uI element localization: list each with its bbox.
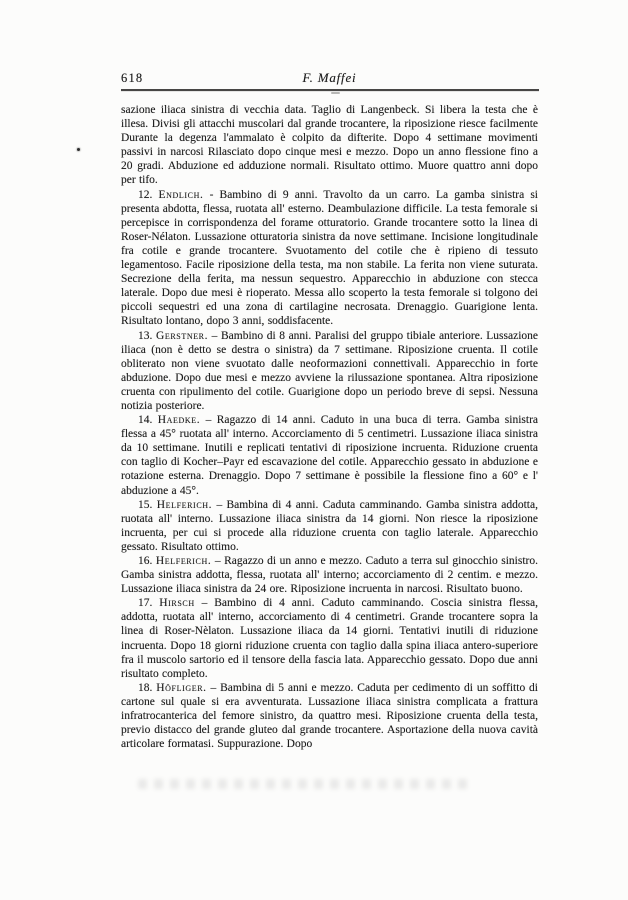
case-name: Höfliger.: [156, 681, 207, 694]
case-name: Hirsch: [159, 597, 195, 610]
case-name: Helferich.: [156, 498, 213, 511]
case-number: 15.: [138, 498, 153, 511]
paragraph-text: – Bambina di 5 anni e mezzo. Caduta per cedimento di un soffitto di cartone sul quale si era avventurata. Lussazione iliaca sinistra complicata a frattura infratrocanterica del femore sinistro, da quattro mesi. Riposizione cruenta della testa, previo distacco del grande gluteo dal grande trocantere. Asportazione della nuova cavità articolare formatasi. Suppurazione. Dopo: [121, 681, 539, 751]
case-number: 18.: [138, 681, 153, 694]
case-number: 17.: [138, 597, 153, 610]
case-number: 16.: [138, 555, 153, 567]
header-rule-tick: [331, 92, 340, 94]
scan-ink-speck: [77, 148, 80, 151]
case-paragraph-13: [121, 329, 538, 414]
paragraph-text: – Bambino di 8 anni. Paralisi del gruppo tibiale anteriore. Lussazione iliaca (non è detto se destra o sinistra) da 7 settimane. Riposizione cruenta. Il cotile obliterato non viene svuotato dalle neoformazioni connettivali. Apparecchio in forte abduzione. Dopo due mesi e mezzo avviene la rilussazione spontanea. Altra riposizione cruenta con ripulimento del cotile. Guarigione dopo un periodo breve di sepsi. Nessuna notizia posteriore.: [121, 329, 538, 412]
case-number: 13.: [138, 329, 153, 342]
page-number: 618: [121, 71, 144, 85]
case-paragraph-17: [121, 596, 538, 681]
case-paragraph-16: [121, 554, 538, 596]
case-name: Helferich.: [155, 555, 212, 567]
page-body: [121, 103, 538, 751]
case-paragraph-12: [121, 188, 538, 329]
paragraph-text: – Ragazzo di 14 anni. Caduto in una buca di terra. Gamba sinistra flessa a 45° ruotata all' interno. Accorciamento di 5 centimetri. Lussazione iliaca sinistra da 10 settimane. Inutili e replicati tentativi di riposizione incruenta. Riduzione cruenta con taglio di Kocher–Payr ed escavazione del cotile. Apparecchio gessato in abduzione e rotazione esterna. Drenaggio. Dopo 7 settimane è possibile la flessione fino a 60° e l' abduzione a 45°.: [121, 414, 539, 497]
case-name: Endlich.: [158, 188, 204, 201]
page-header: [121, 66, 538, 90]
case-name: Gerstner.: [155, 329, 209, 342]
paragraph-continuation: [121, 103, 538, 188]
paragraph-text: – Bambino di 4 anni. Caduto camminando. Coscia sinistra flessa, addotta, ruotata all' interno, accorciamento di 4 centimetri. Grande trocantere sopra la linea di Roser-Nèlaton. Lussazione iliaca da 14 giorni. Tentativi inutili di riduzione incruenta. Dopo 18 giorni riduzione cruenta con taglio dalla spina iliaca antero-superiore fra il muscolo sartorio ed il tensore della fascia lata. Apparecchio gessato. Dopo due anni risultato completo.: [121, 597, 538, 680]
running-head-author: F. Maffei: [302, 70, 357, 85]
header-rule: [121, 89, 539, 91]
case-name: Haedke.: [157, 414, 201, 427]
case-paragraph-15: [121, 498, 538, 554]
paragraph-text: sazione iliaca sinistra di vecchia data. Taglio di Langenbeck. Si libera la testa che è illesa. Divisi gli attacchi muscolari dal grande trocantere, la riposizione riesce facilmente Durante la degenza l'ammalato è colpito da difterite. Dopo 4 settimane movimenti passivi in narcosi Rilasciato dopo cinque mesi e mezzo. Dopo un anno flessione fino a 20 gradi. Abduzione ed adduzione normali. Risultato ottimo. Muore quattro anni dopo per tifo.: [121, 104, 538, 187]
case-paragraph-18: [121, 681, 538, 751]
case-number: 14.: [138, 414, 153, 427]
paragraph-text: – Bambina di 4 anni. Caduta camminando. Gamba sinistra addotta, ruotata all' interno. Lussazione iliaca sinistra da 14 giorni. Non riesce la riposizione incruenta, per cui si procede alla riduzione cruenta con taglio laterale. Apparecchio gessato. Risultato ottimo.: [121, 498, 538, 553]
paragraph-text: - Bambino di 9 anni. Travolto da un carro. La gamba sinistra si presenta abdotta, flessa, ruotata all' esterno. Deambulazione difficile. La testa femorale si percepisce in corrispondenza del forame otturatorio. Grande trocantere sotto la linea di Roser-Nélaton. Lussazione otturatoria sinistra da nove settimane. Incisione longitudinale fra cotile e grande trocantere. Svuotamento del cotile che è ripieno di tessuto legamentoso. Facile riposizione della testa, ma non stabile. La ferita non viene suturata. Secrezione della ferita, ma nessun sequestro. Apparecchio in abduzione con stecca laterale. Dopo due mesi è rioperato. Messa allo scoperto la testa femorale si tolgono dei piccoli sequestri ed una zona di cartilagine necrosata. Drenaggio. Guarigione lenta. Risultato lontano, dopo 3 anni, soddisfacente.: [121, 188, 539, 328]
case-number: 12.: [138, 188, 153, 201]
paragraph-text: – Ragazzo di un anno e mezzo. Caduto a terra sul ginocchio sinistro. Gamba sinistra addotta, flessa, ruotata all' interno; accorciamento di 2 centim. e mezzo. Lussazione iliaca sinistra da 24 ore. Riposizione incruenta in narcosi. Risultato buono.: [121, 555, 538, 596]
page-showthrough-smudge: [138, 779, 473, 789]
case-paragraph-14: [121, 413, 538, 498]
